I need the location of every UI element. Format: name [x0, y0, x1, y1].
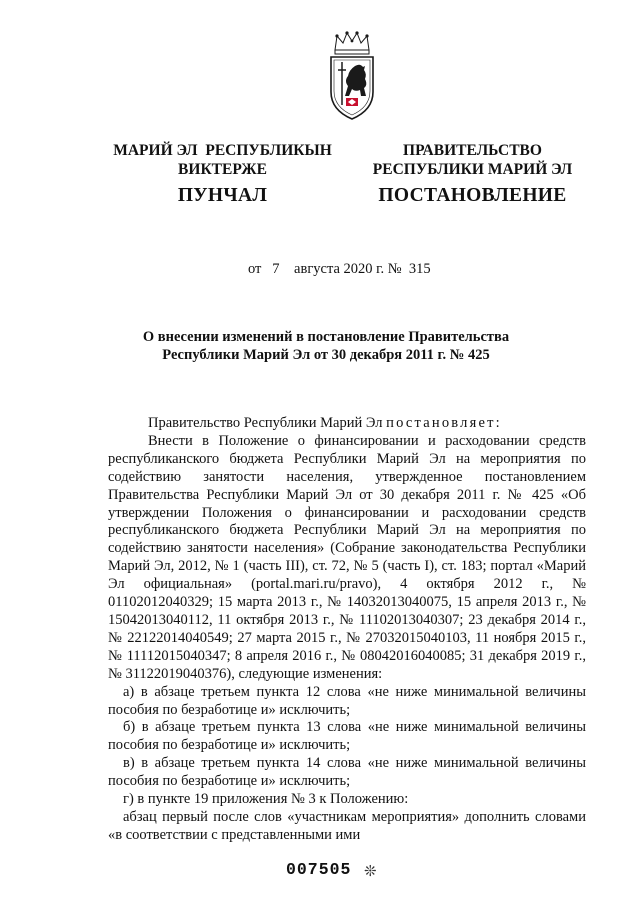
header-right-line2: РЕСПУБЛИКИ МАРИЙ ЭЛ: [372, 161, 573, 178]
coat-of-arms-icon: [327, 30, 377, 122]
header-left: [100, 141, 345, 205]
list-item-b: б) в абзаце третьем пункта 13 слова «не ниже минимальной величины пособия по безработице и» исключить;: [108, 719, 586, 754]
date-day: 7: [272, 261, 280, 277]
list-item-a: а) в абзаце третьем пункта 12 слова «не ниже минимальной величины пособия по безработице и» исключить;: [108, 683, 586, 718]
paragraph-resolution: [108, 415, 586, 433]
list-item-c: в) в абзаце третьем пункта 14 слова «не ниже минимальной величины пособия по безработице и» исключить;: [108, 755, 586, 790]
header-right-line1: ПРАВИТЕЛЬСТВО: [403, 142, 542, 159]
number-label: №: [387, 261, 402, 277]
date-month-year: августа 2020 г.: [294, 261, 385, 277]
resolution-verb: постановляет:: [386, 415, 502, 431]
document-title: [60, 328, 592, 364]
header-left-line2: ВИКТЕРЖЕ: [178, 161, 267, 178]
list-item-d: г) в пункте 19 приложения № 3 к Положению:: [123, 791, 409, 808]
list-item-d-text: абзац первый после слов «участникам мероприятия» дополнить словами «в соответствии с представленными ими: [108, 808, 586, 843]
title-line2: Республики Марий Эл от 30 декабря 2011 г. № 425: [162, 347, 490, 363]
document-dateline: [248, 261, 431, 278]
document-number: 315: [408, 261, 431, 277]
serial-number: 007505: [286, 860, 352, 879]
header-left-line1: МАРИЙ ЭЛ РЕСПУБЛИКЫН: [113, 142, 332, 159]
document-body: [108, 415, 586, 845]
header-left-doc-type: ПУНЧАЛ: [177, 185, 268, 206]
paragraph-main: Внести в Положение о финансировании и расходовании средств республиканского бюджета Республики Марий Эл на мероприятия по содействию занятости населения, утвержденное постановлением Правительства Республики Марий Эл от 30 декабря 2011 г. № 425 «Об утверждении Положения о финансировании и расходовании средств республиканского бюджета Республики Марий Эл на мероприятия по содействию занятости населения» (Собрание законодательства Республики Марий Эл, 2012, № 1 (часть III), ст. 72, № 5 (часть I), ст. 183; портал «Марий Эл официальная» (portal.mari.ru/pravo), 4 октября 2012 г., № 01102012040329; 15 марта 2013 г., № 14032013040075, 15 апреля 2013 г., № 15042013040112, 11 октября 2013 г., № 11102013040307; 23 декабря 2014 г., № 22122014040549; 27 марта 2015 г., № 27032015040103, 11 ноября 2015 г., № 11112015040347; 8 апреля 2016 г., № 08042016040085; 31 декабря 2019 г., № 31122019040376), следующие изменения:: [108, 432, 586, 682]
title-line1: О внесении изменений в постановление Правительства: [142, 329, 510, 345]
header-right: [360, 141, 585, 205]
ornament-icon: ❊: [364, 864, 377, 880]
header-right-doc-type: ПОСТАНОВЛЕНИЕ: [378, 185, 567, 206]
date-prefix: от: [248, 261, 262, 277]
resolution-subject: Правительство Республики Марий Эл: [148, 415, 383, 431]
